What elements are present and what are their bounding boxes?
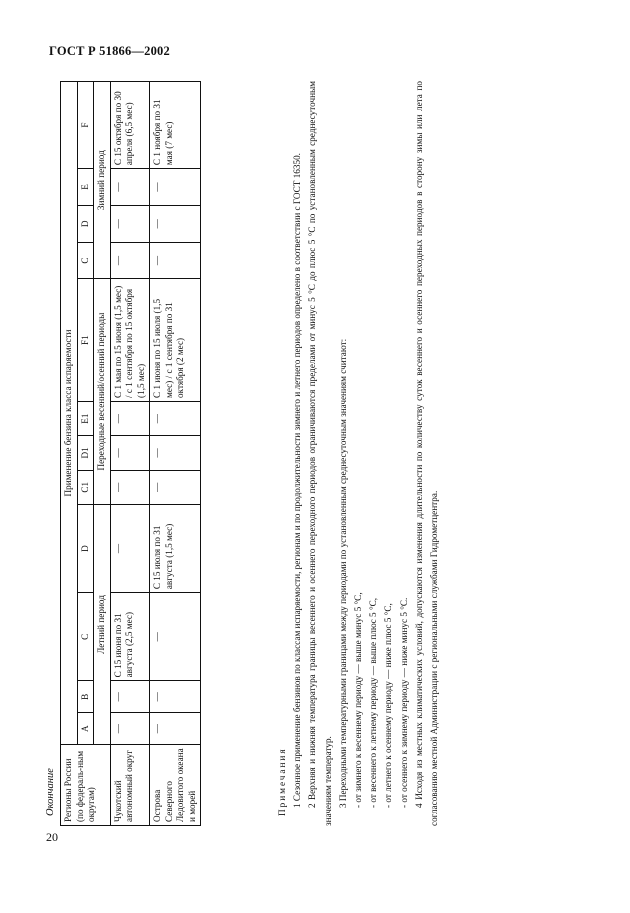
rotated-page-content	[60, 81, 440, 826]
table-cell: С 1 мая по 15 июня (1,5 мес) / с 1 сентября по 15 октября (1,5 мес)	[110, 279, 150, 402]
note-4: 4 Исходя из местных климатических условий, допускаются изменения длительности по количеству суток весеннего и осеннего переходных периодов в сторону зимы или лета по согласованию местной Администрации с региональными службами Гидрометцентра.	[413, 81, 440, 826]
col-header: F	[77, 82, 94, 169]
table-cell: С 1 ноября по 31 мая (7 мес)	[150, 82, 201, 169]
note-3: 3 Переходными температурными границами между периодами по установленным среднесуточным значениям считают:	[337, 338, 348, 808]
notes-block	[275, 81, 442, 826]
region-cell: Острова Северного Ледовитого океана и морей	[150, 745, 201, 826]
table-cell: —	[110, 504, 150, 592]
col-header: C	[77, 593, 94, 681]
region-header: Регионы России (по федераль-ным округам)	[61, 745, 111, 826]
col-header: D1	[77, 436, 94, 470]
document-header: ГОСТ Р 51866—2002	[49, 44, 170, 58]
table-cell: —	[150, 242, 201, 279]
table-cell: С 15 июля по 31 августа (1,5 мес)	[150, 504, 201, 592]
table-cell: —	[110, 436, 150, 470]
gasoline-class-table	[60, 81, 201, 826]
col-header: E	[77, 169, 94, 206]
table-cell: С 1 июня по 15 июля (1,5 мес) / с 1 сентября по 31 октября (2 мес)	[150, 279, 201, 402]
col-header: B	[77, 681, 94, 713]
region-cell: Чукотский автономный округ	[110, 745, 150, 826]
table-cell: —	[110, 205, 150, 242]
application-header: Применение бензина класса испаряемости	[61, 82, 78, 745]
col-header: C	[77, 242, 94, 279]
note-1: 1 Сезонное применение бензинов по классам испаряемости, регионам и по продолжительности зимнего и летнего периодов определено в соответствии с ГОСТ 16350.	[292, 153, 303, 808]
note-3-item: - от весеннего к летнему периоду — выше плюс 5 °С,	[368, 597, 379, 808]
note-3-item: - от осеннего к зимнему периоду — ниже минус 5 °С.	[398, 597, 409, 808]
note-2: 2 Верхняя и нижняя температура границы весеннего и осеннего переходного периодов ограничиваются пределами от минус 5 °С до плюс 5 °С по установленным среднесуточным значениям температур.	[307, 81, 333, 826]
table-cell: —	[150, 593, 201, 681]
table-cell: С 15 октября по 30 апреля (6,5 мес)	[110, 82, 150, 169]
col-header: C1	[77, 470, 94, 504]
notes-heading: Примечания	[277, 747, 287, 816]
table-cell: —	[110, 681, 150, 713]
table-cell: —	[150, 470, 201, 504]
table-cell: —	[110, 470, 150, 504]
table-cell: —	[150, 436, 201, 470]
table-row	[110, 82, 150, 826]
note-3-item: - от летнего к осеннему периоду — ниже плюс 5 °С,	[383, 603, 394, 808]
table-cell: —	[150, 681, 201, 713]
table-cell: —	[110, 169, 150, 206]
continuation-label: Окончание	[45, 768, 56, 816]
table-cell: С 15 июня по 31 августа (2,5 мес)	[110, 593, 150, 681]
period-winter: Зимний период	[94, 82, 111, 279]
col-header: F1	[77, 279, 94, 402]
table-cell: —	[150, 713, 201, 745]
table-cell: —	[150, 205, 201, 242]
period-transitional: Переходные весенний/осенний периоды	[94, 279, 111, 505]
col-header: E1	[77, 401, 94, 435]
table-cell: —	[150, 169, 201, 206]
col-header: D	[77, 205, 94, 242]
page-number: 20	[46, 830, 58, 844]
table-cell: —	[110, 242, 150, 279]
table-cell: —	[110, 401, 150, 435]
col-header: A	[77, 713, 94, 745]
period-summer: Летний период	[94, 504, 111, 744]
col-header: D	[77, 504, 94, 592]
table-cell: —	[150, 401, 201, 435]
note-3-item: - от зимнего к весеннему периоду — выше минус 5 °С,	[353, 592, 364, 808]
table-cell: —	[110, 713, 150, 745]
table-row	[150, 82, 201, 826]
